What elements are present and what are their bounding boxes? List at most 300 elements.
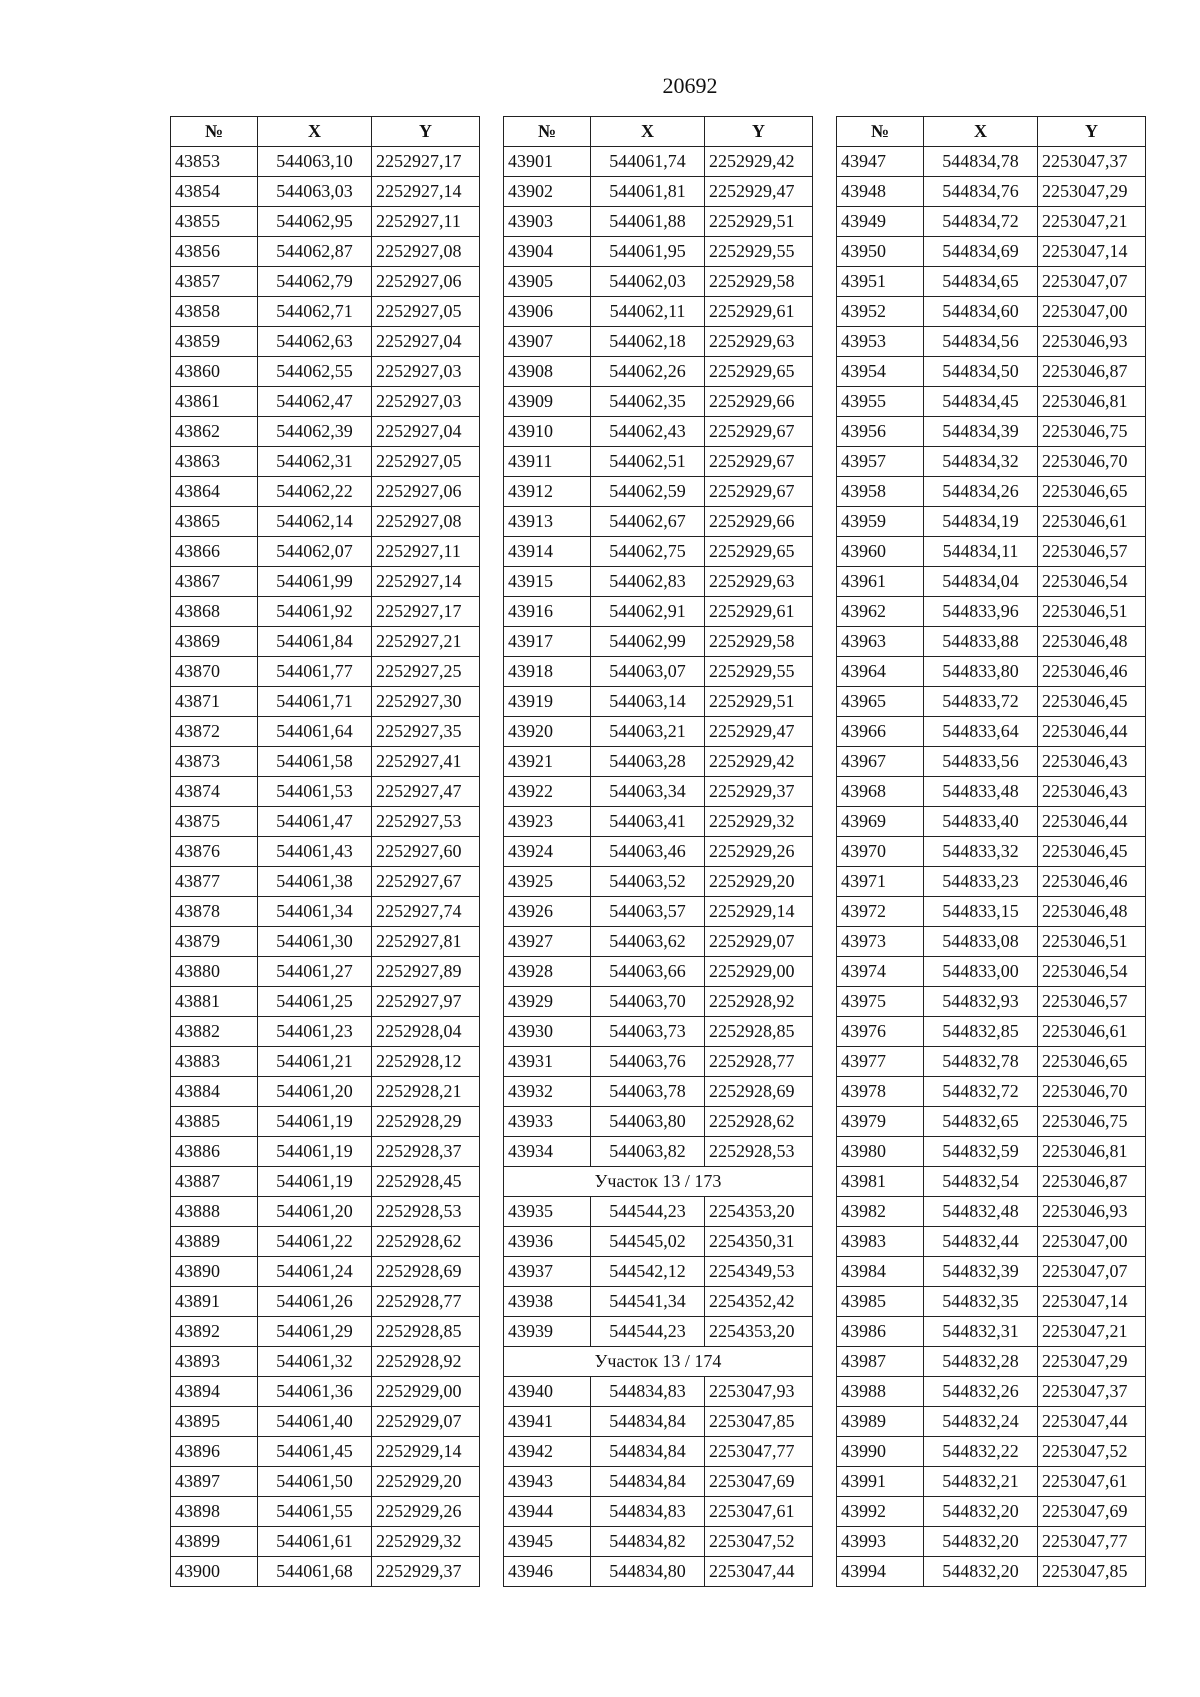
- x-coordinate-cell: 544544,23: [591, 1197, 705, 1227]
- y-coordinate-cell: 2252929,20: [372, 1467, 480, 1497]
- y-coordinate-cell: 2252929,67: [705, 447, 813, 477]
- table-row: [171, 477, 480, 507]
- y-coordinate-cell: 2252927,41: [372, 747, 480, 777]
- point-number-cell: 43933: [504, 1107, 591, 1137]
- y-coordinate-cell: 2252927,81: [372, 927, 480, 957]
- y-coordinate-cell: 2252927,08: [372, 507, 480, 537]
- point-number-cell: 43903: [504, 207, 591, 237]
- x-coordinate-cell: 544062,39: [258, 417, 372, 447]
- point-number-cell: 43855: [171, 207, 258, 237]
- table-row: [837, 177, 1146, 207]
- y-coordinate-cell: 2253046,81: [1038, 387, 1146, 417]
- y-coordinate-cell: 2252928,21: [372, 1077, 480, 1107]
- point-number-cell: 43942: [504, 1437, 591, 1467]
- point-number-cell: 43956: [837, 417, 924, 447]
- y-coordinate-cell: 2254349,53: [705, 1257, 813, 1287]
- table-row: [504, 1137, 813, 1167]
- table-row: [837, 1467, 1146, 1497]
- table-row: [837, 747, 1146, 777]
- x-coordinate-cell: 544832,24: [924, 1407, 1038, 1437]
- x-coordinate-cell: 544062,51: [591, 447, 705, 477]
- point-number-cell: 43917: [504, 627, 591, 657]
- x-coordinate-cell: 544062,91: [591, 597, 705, 627]
- point-number-cell: 43957: [837, 447, 924, 477]
- x-coordinate-cell: 544834,83: [591, 1377, 705, 1407]
- y-coordinate-cell: 2252927,04: [372, 327, 480, 357]
- header-y: Y: [705, 117, 813, 147]
- x-coordinate-cell: 544833,64: [924, 717, 1038, 747]
- x-coordinate-cell: 544063,28: [591, 747, 705, 777]
- x-coordinate-cell: 544063,76: [591, 1047, 705, 1077]
- table-header-row: [171, 117, 480, 147]
- point-number-cell: 43895: [171, 1407, 258, 1437]
- y-coordinate-cell: 2252928,77: [705, 1047, 813, 1077]
- point-number-cell: 43955: [837, 387, 924, 417]
- section-title: Участок 13 / 173: [504, 1167, 813, 1197]
- y-coordinate-cell: 2253047,00: [1038, 297, 1146, 327]
- y-coordinate-cell: 2253046,51: [1038, 927, 1146, 957]
- x-coordinate-cell: 544063,03: [258, 177, 372, 207]
- point-number-cell: 43951: [837, 267, 924, 297]
- y-coordinate-cell: 2253046,43: [1038, 777, 1146, 807]
- table-row: [837, 1167, 1146, 1197]
- y-coordinate-cell: 2253047,69: [705, 1467, 813, 1497]
- point-number-cell: 43886: [171, 1137, 258, 1167]
- point-number-cell: 43857: [171, 267, 258, 297]
- y-coordinate-cell: 2253047,61: [705, 1497, 813, 1527]
- table-row: [504, 867, 813, 897]
- y-coordinate-cell: 2252929,67: [705, 417, 813, 447]
- x-coordinate-cell: 544061,20: [258, 1077, 372, 1107]
- y-coordinate-cell: 2253047,14: [1038, 1287, 1146, 1317]
- point-number-cell: 43975: [837, 987, 924, 1017]
- table-row: [837, 1437, 1146, 1467]
- x-coordinate-cell: 544834,72: [924, 207, 1038, 237]
- table-row: [504, 477, 813, 507]
- y-coordinate-cell: 2252929,61: [705, 597, 813, 627]
- table-body: [504, 147, 813, 1587]
- point-number-cell: 43928: [504, 957, 591, 987]
- x-coordinate-cell: 544061,99: [258, 567, 372, 597]
- x-coordinate-cell: 544833,88: [924, 627, 1038, 657]
- y-coordinate-cell: 2254353,20: [705, 1197, 813, 1227]
- point-number-cell: 43973: [837, 927, 924, 957]
- point-number-cell: 43971: [837, 867, 924, 897]
- x-coordinate-cell: 544063,78: [591, 1077, 705, 1107]
- table-row: [837, 387, 1146, 417]
- point-number-cell: 43915: [504, 567, 591, 597]
- point-number-cell: 43913: [504, 507, 591, 537]
- x-coordinate-cell: 544834,84: [591, 1437, 705, 1467]
- table-header-row: [504, 117, 813, 147]
- x-coordinate-cell: 544062,59: [591, 477, 705, 507]
- y-coordinate-cell: 2253046,75: [1038, 1107, 1146, 1137]
- x-coordinate-cell: 544063,21: [591, 717, 705, 747]
- x-coordinate-cell: 544833,08: [924, 927, 1038, 957]
- y-coordinate-cell: 2252929,55: [705, 657, 813, 687]
- table-row: [171, 837, 480, 867]
- y-coordinate-cell: 2252928,77: [372, 1287, 480, 1317]
- point-number-cell: 43925: [504, 867, 591, 897]
- point-number-cell: 43979: [837, 1107, 924, 1137]
- table-row: [504, 1317, 813, 1347]
- x-coordinate-cell: 544061,23: [258, 1017, 372, 1047]
- y-coordinate-cell: 2252928,92: [372, 1347, 480, 1377]
- point-number-cell: 43875: [171, 807, 258, 837]
- table-row: [171, 1527, 480, 1557]
- point-number-cell: 43972: [837, 897, 924, 927]
- point-number-cell: 43880: [171, 957, 258, 987]
- x-coordinate-cell: 544061,19: [258, 1167, 372, 1197]
- point-number-cell: 43859: [171, 327, 258, 357]
- y-coordinate-cell: 2252928,69: [372, 1257, 480, 1287]
- table-row: [504, 927, 813, 957]
- section-row: [504, 1347, 813, 1377]
- y-coordinate-cell: 2253046,54: [1038, 957, 1146, 987]
- y-coordinate-cell: 2252929,51: [705, 687, 813, 717]
- table-row: [504, 1557, 813, 1587]
- table-row: [171, 1197, 480, 1227]
- point-number-cell: 43966: [837, 717, 924, 747]
- point-number-cell: 43904: [504, 237, 591, 267]
- x-coordinate-cell: 544062,79: [258, 267, 372, 297]
- y-coordinate-cell: 2253047,29: [1038, 177, 1146, 207]
- x-coordinate-cell: 544832,93: [924, 987, 1038, 1017]
- table-row: [171, 1467, 480, 1497]
- point-number-cell: 43943: [504, 1467, 591, 1497]
- point-number-cell: 43909: [504, 387, 591, 417]
- y-coordinate-cell: 2252928,92: [705, 987, 813, 1017]
- y-coordinate-cell: 2254350,31: [705, 1227, 813, 1257]
- y-coordinate-cell: 2253047,44: [1038, 1407, 1146, 1437]
- coordinates-table-1: [170, 116, 480, 1587]
- table-row: [171, 1407, 480, 1437]
- y-coordinate-cell: 2252929,37: [705, 777, 813, 807]
- table-row: [504, 987, 813, 1017]
- point-number-cell: 43926: [504, 897, 591, 927]
- y-coordinate-cell: 2252927,14: [372, 567, 480, 597]
- y-coordinate-cell: 2254352,42: [705, 1287, 813, 1317]
- y-coordinate-cell: 2253046,44: [1038, 717, 1146, 747]
- x-coordinate-cell: 544834,39: [924, 417, 1038, 447]
- x-coordinate-cell: 544545,02: [591, 1227, 705, 1257]
- y-coordinate-cell: 2253046,87: [1038, 357, 1146, 387]
- point-number-cell: 43869: [171, 627, 258, 657]
- point-number-cell: 43884: [171, 1077, 258, 1107]
- table-row: [171, 957, 480, 987]
- point-number-cell: 43890: [171, 1257, 258, 1287]
- table-row: [837, 1137, 1146, 1167]
- point-number-cell: 43924: [504, 837, 591, 867]
- x-coordinate-cell: 544832,28: [924, 1347, 1038, 1377]
- table-row: [837, 1257, 1146, 1287]
- header-number: №: [837, 117, 924, 147]
- x-coordinate-cell: 544832,20: [924, 1527, 1038, 1557]
- y-coordinate-cell: 2252929,65: [705, 537, 813, 567]
- y-coordinate-cell: 2253047,29: [1038, 1347, 1146, 1377]
- x-coordinate-cell: 544061,61: [258, 1527, 372, 1557]
- table-row: [504, 417, 813, 447]
- x-coordinate-cell: 544834,80: [591, 1557, 705, 1587]
- y-coordinate-cell: 2253047,14: [1038, 237, 1146, 267]
- point-number-cell: 43960: [837, 537, 924, 567]
- table-row: [504, 1077, 813, 1107]
- table-row: [504, 1017, 813, 1047]
- x-coordinate-cell: 544062,47: [258, 387, 372, 417]
- y-coordinate-cell: 2253047,21: [1038, 207, 1146, 237]
- y-coordinate-cell: 2252929,00: [705, 957, 813, 987]
- y-coordinate-cell: 2252928,69: [705, 1077, 813, 1107]
- y-coordinate-cell: 2253047,77: [705, 1437, 813, 1467]
- y-coordinate-cell: 2252927,05: [372, 447, 480, 477]
- x-coordinate-cell: 544834,45: [924, 387, 1038, 417]
- table-row: [504, 777, 813, 807]
- point-number-cell: 43871: [171, 687, 258, 717]
- table-row: [837, 477, 1146, 507]
- header-y: Y: [1038, 117, 1146, 147]
- point-number-cell: 43900: [171, 1557, 258, 1587]
- point-number-cell: 43954: [837, 357, 924, 387]
- table-row: [504, 567, 813, 597]
- table-row: [837, 417, 1146, 447]
- x-coordinate-cell: 544061,92: [258, 597, 372, 627]
- x-coordinate-cell: 544832,26: [924, 1377, 1038, 1407]
- table-row: [837, 957, 1146, 987]
- x-coordinate-cell: 544834,78: [924, 147, 1038, 177]
- point-number-cell: 43944: [504, 1497, 591, 1527]
- table-row: [837, 147, 1146, 177]
- point-number-cell: 43977: [837, 1047, 924, 1077]
- y-coordinate-cell: 2252928,85: [705, 1017, 813, 1047]
- y-coordinate-cell: 2252928,04: [372, 1017, 480, 1047]
- point-number-cell: 43877: [171, 867, 258, 897]
- x-coordinate-cell: 544061,36: [258, 1377, 372, 1407]
- y-coordinate-cell: 2253047,37: [1038, 1377, 1146, 1407]
- point-number-cell: 43920: [504, 717, 591, 747]
- table-row: [171, 1017, 480, 1047]
- y-coordinate-cell: 2253046,65: [1038, 1047, 1146, 1077]
- x-coordinate-cell: 544062,03: [591, 267, 705, 297]
- x-coordinate-cell: 544063,57: [591, 897, 705, 927]
- y-coordinate-cell: 2252928,85: [372, 1317, 480, 1347]
- table-row: [837, 627, 1146, 657]
- point-number-cell: 43874: [171, 777, 258, 807]
- x-coordinate-cell: 544063,07: [591, 657, 705, 687]
- y-coordinate-cell: 2252929,07: [372, 1407, 480, 1437]
- point-number-cell: 43854: [171, 177, 258, 207]
- point-number-cell: 43882: [171, 1017, 258, 1047]
- table-row: [837, 357, 1146, 387]
- x-coordinate-cell: 544062,99: [591, 627, 705, 657]
- table-row: [504, 267, 813, 297]
- point-number-cell: 43856: [171, 237, 258, 267]
- table-body: [171, 147, 480, 1587]
- x-coordinate-cell: 544062,67: [591, 507, 705, 537]
- point-number-cell: 43964: [837, 657, 924, 687]
- y-coordinate-cell: 2252927,97: [372, 987, 480, 1017]
- header-y: Y: [372, 117, 480, 147]
- table-row: [837, 927, 1146, 957]
- x-coordinate-cell: 544062,35: [591, 387, 705, 417]
- x-coordinate-cell: 544834,32: [924, 447, 1038, 477]
- x-coordinate-cell: 544062,18: [591, 327, 705, 357]
- x-coordinate-cell: 544834,76: [924, 177, 1038, 207]
- x-coordinate-cell: 544832,54: [924, 1167, 1038, 1197]
- header-number: №: [504, 117, 591, 147]
- point-number-cell: 43963: [837, 627, 924, 657]
- table-row: [504, 1107, 813, 1137]
- table-row: [837, 1347, 1146, 1377]
- x-coordinate-cell: 544061,53: [258, 777, 372, 807]
- x-coordinate-cell: 544062,63: [258, 327, 372, 357]
- point-number-cell: 43968: [837, 777, 924, 807]
- x-coordinate-cell: 544063,10: [258, 147, 372, 177]
- y-coordinate-cell: 2253046,81: [1038, 1137, 1146, 1167]
- point-number-cell: 43939: [504, 1317, 591, 1347]
- table-row: [171, 297, 480, 327]
- y-coordinate-cell: 2252929,61: [705, 297, 813, 327]
- point-number-cell: 43892: [171, 1317, 258, 1347]
- y-coordinate-cell: 2252929,47: [705, 177, 813, 207]
- table-row: [837, 1197, 1146, 1227]
- table-row: [171, 687, 480, 717]
- y-coordinate-cell: 2253047,77: [1038, 1527, 1146, 1557]
- y-coordinate-cell: 2252927,06: [372, 477, 480, 507]
- y-coordinate-cell: 2253046,48: [1038, 627, 1146, 657]
- table-row: [504, 147, 813, 177]
- y-coordinate-cell: 2253046,44: [1038, 807, 1146, 837]
- x-coordinate-cell: 544542,12: [591, 1257, 705, 1287]
- x-coordinate-cell: 544832,78: [924, 1047, 1038, 1077]
- table-row: [837, 867, 1146, 897]
- point-number-cell: 43911: [504, 447, 591, 477]
- x-coordinate-cell: 544062,83: [591, 567, 705, 597]
- point-number-cell: 43897: [171, 1467, 258, 1497]
- x-coordinate-cell: 544061,26: [258, 1287, 372, 1317]
- table-row: [504, 1227, 813, 1257]
- x-coordinate-cell: 544833,56: [924, 747, 1038, 777]
- y-coordinate-cell: 2253047,52: [1038, 1437, 1146, 1467]
- point-number-cell: 43948: [837, 177, 924, 207]
- x-coordinate-cell: 544832,35: [924, 1287, 1038, 1317]
- y-coordinate-cell: 2253046,54: [1038, 567, 1146, 597]
- y-coordinate-cell: 2252929,63: [705, 567, 813, 597]
- point-number-cell: 43993: [837, 1527, 924, 1557]
- point-number-cell: 43912: [504, 477, 591, 507]
- y-coordinate-cell: 2253046,46: [1038, 867, 1146, 897]
- table-row: [171, 567, 480, 597]
- y-coordinate-cell: 2253047,00: [1038, 1227, 1146, 1257]
- x-coordinate-cell: 544061,20: [258, 1197, 372, 1227]
- table-row: [837, 1557, 1146, 1587]
- point-number-cell: 43894: [171, 1377, 258, 1407]
- y-coordinate-cell: 2253046,93: [1038, 1197, 1146, 1227]
- table-row: [171, 1377, 480, 1407]
- table-body: [837, 147, 1146, 1587]
- x-coordinate-cell: 544063,52: [591, 867, 705, 897]
- table-row: [837, 537, 1146, 567]
- y-coordinate-cell: 2252929,14: [705, 897, 813, 927]
- point-number-cell: 43899: [171, 1527, 258, 1557]
- y-coordinate-cell: 2252927,47: [372, 777, 480, 807]
- x-coordinate-cell: 544061,27: [258, 957, 372, 987]
- table-row: [837, 1317, 1146, 1347]
- y-coordinate-cell: 2253046,70: [1038, 447, 1146, 477]
- point-number-cell: 43914: [504, 537, 591, 567]
- table-row: [171, 1167, 480, 1197]
- point-number-cell: 43901: [504, 147, 591, 177]
- table-row: [504, 1407, 813, 1437]
- point-number-cell: 43976: [837, 1017, 924, 1047]
- x-coordinate-cell: 544061,81: [591, 177, 705, 207]
- point-number-cell: 43945: [504, 1527, 591, 1557]
- x-coordinate-cell: 544833,15: [924, 897, 1038, 927]
- x-coordinate-cell: 544063,34: [591, 777, 705, 807]
- x-coordinate-cell: 544061,22: [258, 1227, 372, 1257]
- table-row: [504, 327, 813, 357]
- y-coordinate-cell: 2253046,48: [1038, 897, 1146, 927]
- y-coordinate-cell: 2252929,32: [705, 807, 813, 837]
- x-coordinate-cell: 544834,82: [591, 1527, 705, 1557]
- point-number-cell: 43896: [171, 1437, 258, 1467]
- table-row: [837, 807, 1146, 837]
- point-number-cell: 43949: [837, 207, 924, 237]
- table-row: [171, 1317, 480, 1347]
- x-coordinate-cell: 544833,32: [924, 837, 1038, 867]
- x-coordinate-cell: 544834,65: [924, 267, 1038, 297]
- x-coordinate-cell: 544063,46: [591, 837, 705, 867]
- point-number-cell: 43864: [171, 477, 258, 507]
- table-row: [837, 1377, 1146, 1407]
- y-coordinate-cell: 2252929,32: [372, 1527, 480, 1557]
- x-coordinate-cell: 544834,26: [924, 477, 1038, 507]
- x-coordinate-cell: 544061,34: [258, 897, 372, 927]
- table-row: [504, 297, 813, 327]
- x-coordinate-cell: 544833,23: [924, 867, 1038, 897]
- x-coordinate-cell: 544063,14: [591, 687, 705, 717]
- x-coordinate-cell: 544834,04: [924, 567, 1038, 597]
- table-row: [837, 717, 1146, 747]
- y-coordinate-cell: 2253047,52: [705, 1527, 813, 1557]
- section-title: Участок 13 / 174: [504, 1347, 813, 1377]
- table-row: [504, 747, 813, 777]
- table-row: [171, 1287, 480, 1317]
- y-coordinate-cell: 2252927,25: [372, 657, 480, 687]
- table-row: [171, 447, 480, 477]
- point-number-cell: 43970: [837, 837, 924, 867]
- y-coordinate-cell: 2252928,45: [372, 1167, 480, 1197]
- x-coordinate-cell: 544832,59: [924, 1137, 1038, 1167]
- table-row: [171, 237, 480, 267]
- table-row: [504, 1197, 813, 1227]
- table-row: [171, 327, 480, 357]
- y-coordinate-cell: 2253046,61: [1038, 507, 1146, 537]
- table-row: [171, 207, 480, 237]
- point-number-cell: 43861: [171, 387, 258, 417]
- y-coordinate-cell: 2253046,75: [1038, 417, 1146, 447]
- table-row: [837, 1047, 1146, 1077]
- table-row: [504, 207, 813, 237]
- x-coordinate-cell: 544062,95: [258, 207, 372, 237]
- point-number-cell: 43891: [171, 1287, 258, 1317]
- table-row: [504, 387, 813, 417]
- point-number-cell: 43872: [171, 717, 258, 747]
- table-row: [837, 237, 1146, 267]
- y-coordinate-cell: 2253046,57: [1038, 537, 1146, 567]
- point-number-cell: 43988: [837, 1377, 924, 1407]
- x-coordinate-cell: 544832,72: [924, 1077, 1038, 1107]
- x-coordinate-cell: 544834,11: [924, 537, 1038, 567]
